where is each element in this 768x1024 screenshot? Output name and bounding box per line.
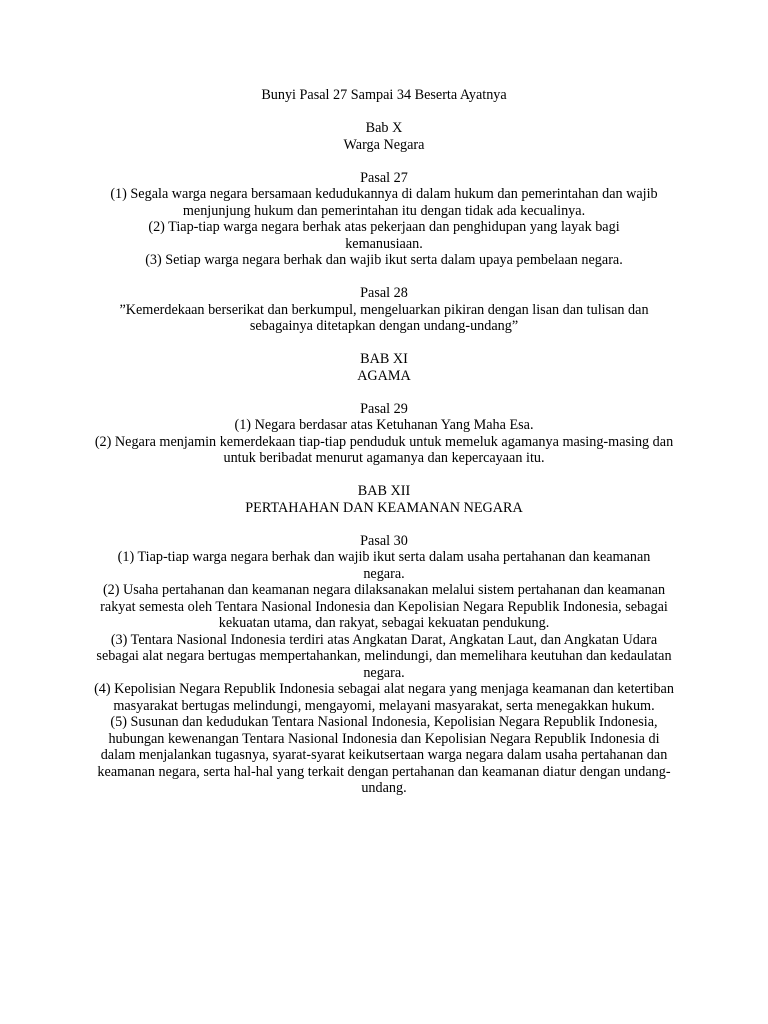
pasal-27-ayat-3: (3) Setiap warga negara berhak dan wajib ikut serta dalam upaya pembelaan negara. [145, 252, 623, 268]
pasal-27-ayat-1: (1) Segala warga negara bersamaan kedudukannya di dalam hukum dan pemerintahan dan wajib menjunjung hukum dan pemerintahan itu dengan tidak ada kecualinya. [110, 186, 658, 219]
pasal-29-ayat-1: (1) Negara berdasar atas Ketuhanan Yang Maha Esa. [234, 417, 534, 433]
pasal-27-heading: Pasal 27 [360, 169, 408, 186]
bab-xi-heading: BAB XI [360, 351, 408, 367]
pasal-27-ayat-2: (2) Tiap-tiap warga negara berhak atas pekerjaan dan penghidupan yang layak bagi kemanusiaan. [148, 219, 620, 252]
bab-xi-name: AGAMA [357, 367, 411, 384]
bab-xii-heading: BAB XII [357, 483, 411, 499]
pasal-28-text: ”Kemerdekaan berserikat dan berkumpul, mengeluarkan pikiran dengan lisan dan tulisan dan sebagainya ditetapkan dengan undang-undang” [119, 301, 649, 334]
pasal-29-ayat-2: (2) Negara menjamin kemerdekaan tiap-tiap penduduk untuk memeluk agamanya masing-masing dan untuk beribadat menurut agamanya dan kepercayaan itu. [94, 433, 674, 466]
bab-x-name: Warga Negara [343, 136, 425, 153]
pasal-30-heading: Pasal 30 [360, 532, 408, 549]
bab-x-heading: Bab X [365, 120, 403, 136]
document-page [0, 87, 768, 797]
pasal-29-heading: Pasal 29 [360, 400, 408, 417]
pasal-30-ayat-5: (5) Susunan dan kedudukan Tentara Nasional Indonesia, Kepolisian Negara Republik Indonesia, hubungan kewenangan Tentara Nasional Indonesia dan Kepolisian Negara Republik Indonesia di dalam menjalankan tugasnya, syarat-syarat keikutsertaan warga negara dalam usaha pertahanan dan keamanan negara, serta hal-hal yang terkait dengan pertahanan dan keamanan diatur dengan undang-undang. [97, 714, 671, 796]
pasal-30-ayat-3: (3) Tentara Nasional Indonesia terdiri atas Angkatan Darat, Angkatan Laut, dan Angkatan Udara sebagai alat negara bertugas mempertahankan, melindungi, dan memelihara keutuhan dan kedaulatan negara. [96, 631, 672, 681]
pasal-30-ayat-4: (4) Kepolisian Negara Republik Indonesia sebagai alat negara yang menjaga keamanan dan ketertiban masyarakat bertugas melindungi, mengayomi, melayani masyarakat, serta menegakkan hukum. [94, 681, 674, 714]
bab-xii-name: PERTAHAHAN DAN KEAMANAN NEGARA [245, 499, 523, 516]
pasal-30-ayat-1: (1) Tiap-tiap warga negara berhak dan wajib ikut serta dalam usaha pertahanan dan keamanan negara. [117, 549, 651, 582]
pasal-28-heading: Pasal 28 [360, 285, 408, 301]
document-title: Bunyi Pasal 27 Sampai 34 Beserta Ayatnya [261, 87, 507, 103]
pasal-30-ayat-2: (2) Usaha pertahanan dan keamanan negara dilaksanakan melalui sistem pertahanan dan keamanan rakyat semesta oleh Tentara Nasional Indonesia dan Kepolisian Negara Republik Indonesia, sebagai kekuatan utama, dan rakyat, sebagai kekuatan pendukung. [100, 582, 668, 631]
